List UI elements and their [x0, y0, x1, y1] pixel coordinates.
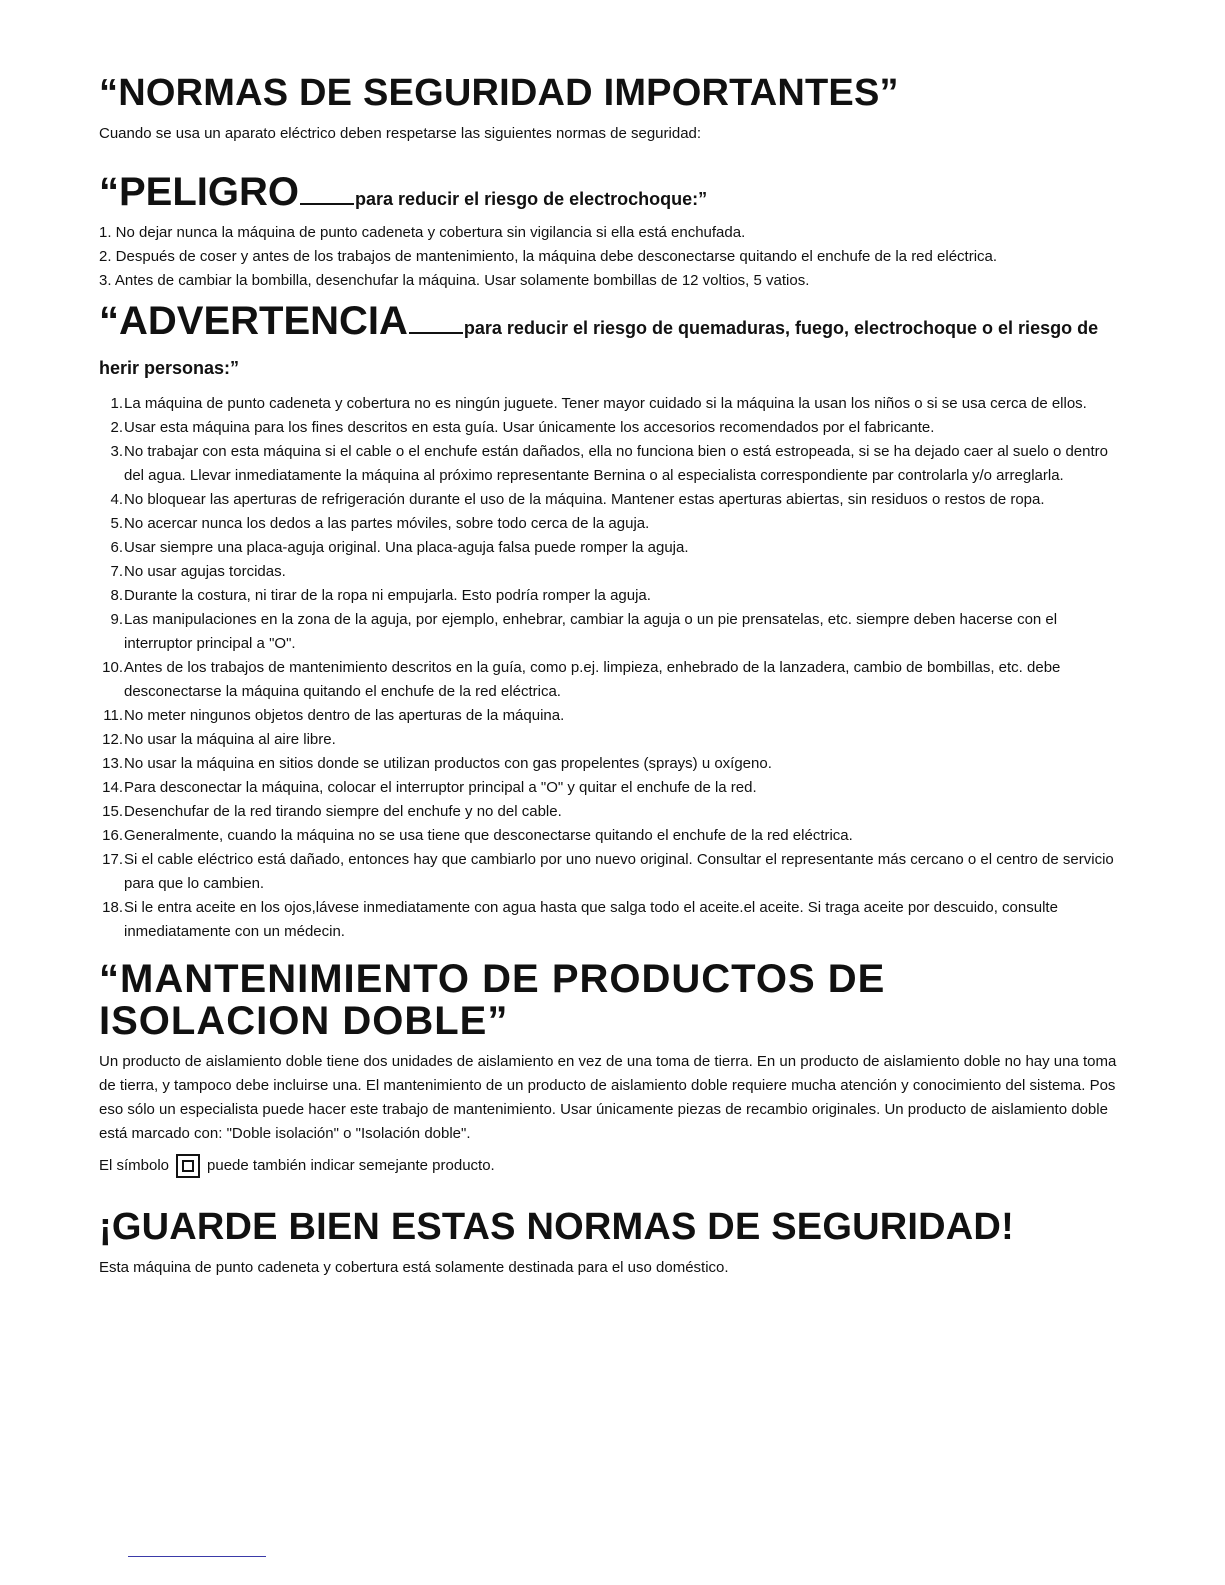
list-item	[99, 392, 1119, 416]
item-number: 9.	[110, 611, 123, 628]
item-text: Si el cable eléctrico está dañado, entonces hay que cambiarlo por uno nuevo original. Consultar el representante más cercano o el centro de servicio para que lo cambien.	[124, 851, 1114, 892]
intro-text: Cuando se usa un aparato eléctrico deben respetarse las siguientes normas de seguridad:	[99, 125, 702, 142]
list-item	[99, 752, 1119, 776]
save-heading: ¡GUARDE BIEN ESTAS NORMAS DE SEGURIDAD!	[99, 1206, 1014, 1248]
item-number: 16.	[102, 827, 123, 844]
symbol-text-after: puede también indicar semejante producto.	[207, 1157, 495, 1174]
warning-word: “ADVERTENCIA	[99, 299, 408, 343]
warning-heading	[99, 301, 1119, 390]
item-text: Para desconectar la máquina, colocar el interruptor principal a "O" y quitar el enchufe de la red.	[124, 779, 757, 796]
item-text: Las manipulaciones en la zona de la aguja, por ejemplo, enhebrar, cambiar la aguja o un pie prensatelas, etc. siempre deben hacerse con el interruptor principal a "O".	[124, 611, 1058, 652]
item-text: No usar la máquina en sitios donde se utilizan productos con gas propelentes (sprays) u oxígeno.	[124, 755, 772, 772]
item-number: 17.	[102, 851, 123, 868]
item-number: 2.	[110, 419, 123, 436]
document-page	[99, 72, 1119, 1278]
item-number: 1.	[110, 395, 123, 412]
list-item	[99, 704, 1119, 728]
item-number: 4.	[110, 491, 123, 508]
list-item	[99, 776, 1119, 800]
page-title: “NORMAS DE SEGURIDAD IMPORTANTES”	[99, 72, 899, 114]
item-number: 10.	[102, 659, 123, 676]
list-item	[99, 824, 1119, 848]
list-item	[99, 800, 1119, 824]
symbol-text-before: El símbolo	[99, 1157, 170, 1174]
item-number: 5.	[110, 515, 123, 532]
double-square-icon	[176, 1154, 200, 1178]
danger-list	[99, 221, 1119, 293]
item-text: No trabajar con esta máquina si el cable o el enchufe están dañados, ella no funciona bien o está estropeada, si se ha dejado caer al suelo o dentro del agua. Llevar inmediatamente la máquina al próximo representante Bernina o al especialista correspondiente par controlarla y/o arreglarla.	[124, 443, 1108, 484]
symbol-line	[99, 1154, 1119, 1178]
warning-subtitle: para reducir el riesgo de quemaduras, fuego, electrochoque o el riesgo de herir personas:”	[99, 318, 1099, 378]
item-text: La máquina de punto cadeneta y cobertura no es ningún juguete. Tener mayor cuidado si la máquina la usan los niños o si se usa cerca de ellos.	[124, 395, 1087, 412]
list-item: 1. No dejar nunca la máquina de punto cadeneta y cobertura sin vigilancia si ella está enchufada.	[99, 224, 746, 241]
item-text: No usar la máquina al aire libre.	[124, 731, 336, 748]
list-item	[99, 488, 1119, 512]
item-number: 18.	[102, 899, 123, 916]
danger-heading	[99, 170, 1119, 215]
footer-rule	[128, 1556, 266, 1557]
list-item: 3. Antes de cambiar la bombilla, desenchufar la máquina. Usar solamente bombillas de 12 voltios, 5 vatios.	[99, 272, 810, 289]
item-number: 6.	[110, 539, 123, 556]
list-item	[99, 416, 1119, 440]
list-item	[99, 536, 1119, 560]
list-item	[99, 656, 1119, 704]
item-text: Antes de los trabajos de mantenimiento descritos en la guía, como p.ej. limpieza, enhebrado de la lanzadera, cambio de bombillas, etc. debe desconectarse la máquina quitando el enchufe de la red eléctrica.	[124, 659, 1061, 700]
danger-subtitle: para reducir el riesgo de electrochoque:”	[355, 189, 708, 209]
isolation-heading: “MANTENIMIENTO DE PRODUCTOS DE ISOLACION DOBLE”	[99, 957, 886, 1043]
list-item	[99, 728, 1119, 752]
list-item	[99, 512, 1119, 536]
item-text: No usar agujas torcidas.	[124, 563, 286, 580]
item-number: 14.	[102, 779, 123, 796]
list-item	[99, 440, 1119, 488]
warning-list	[99, 392, 1119, 944]
list-item	[99, 560, 1119, 584]
save-text: Esta máquina de punto cadeneta y cobertura está solamente destinada para el uso doméstico.	[99, 1259, 729, 1276]
item-number: 15.	[102, 803, 123, 820]
list-item: 2. Después de coser y antes de los trabajos de mantenimiento, la máquina debe desconectarse quitando el enchufe de la red eléctrica.	[99, 248, 998, 265]
item-text: No bloquear las aperturas de refrigeración durante el uso de la máquina. Mantener estas aperturas abiertas, sin residuos o restos de ropa.	[124, 491, 1045, 508]
list-item	[99, 608, 1119, 656]
heading-rule	[300, 203, 354, 205]
isolation-paragraph: Un producto de aislamiento doble tiene dos unidades de aislamiento en vez de una toma de tierra. En un producto de aislamiento doble no hay una toma de tierra, y tampoco debe incluirse una. El mantenimiento de un producto de aislamiento doble requiere mucha atención y conocimiento del sistema. Pos eso sólo un especialista puede hacer este trabajo de mantenimiento. Usar únicamente piezas de recambio originales. Un producto de aislamiento doble está marcado con: "Doble isolación" o "Isolación doble".	[99, 1053, 1117, 1142]
item-text: Si le entra aceite en los ojos,lávese inmediatamente con agua hasta que salga todo el aceite.el aceite. Si traga aceite por descuido, consulte inmediatamente con un médecin.	[124, 899, 1058, 940]
item-number: 3.	[110, 443, 123, 460]
item-number: 11.	[103, 707, 123, 724]
item-number: 8.	[110, 587, 123, 604]
list-item	[99, 584, 1119, 608]
item-number: 12.	[102, 731, 123, 748]
item-number: 7.	[110, 563, 123, 580]
item-text: Generalmente, cuando la máquina no se usa tiene que desconectarse quitando el enchufe de la red eléctrica.	[124, 827, 853, 844]
item-text: Usar esta máquina para los fines descritos en esta guía. Usar únicamente los accesorios recomendados por el fabricante.	[124, 419, 935, 436]
item-text: Usar siempre una placa-aguja original. Una placa-aguja falsa puede romper la aguja.	[124, 539, 689, 556]
danger-word: “PELIGRO	[99, 170, 300, 214]
heading-rule	[409, 332, 463, 334]
item-text: Desenchufar de la red tirando siempre del enchufe y no del cable.	[124, 803, 562, 820]
item-text: No acercar nunca los dedos a las partes móviles, sobre todo cerca de la aguja.	[124, 515, 650, 532]
item-text: No meter ningunos objetos dentro de las aperturas de la máquina.	[124, 707, 565, 724]
list-item	[99, 848, 1119, 896]
item-text: Durante la costura, ni tirar de la ropa ni empujarla. Esto podría romper la aguja.	[124, 587, 651, 604]
list-item	[99, 896, 1119, 944]
item-number: 13.	[102, 755, 123, 772]
